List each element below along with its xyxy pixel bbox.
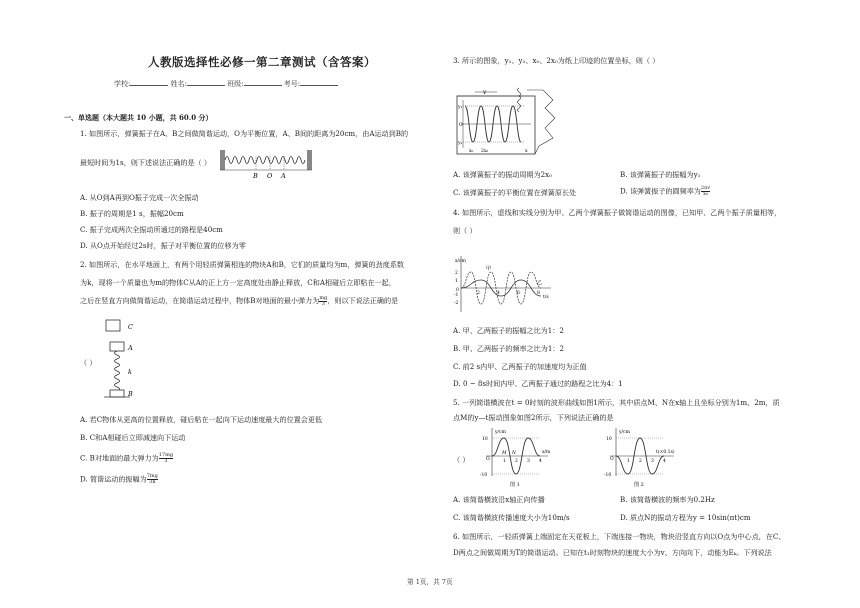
- q2-option-a[interactable]: A. 若C物体从更高的位置释放，碰后粘在一起向下运动速度最大的位置会更低: [80, 415, 323, 424]
- label-b: B: [128, 390, 133, 398]
- label-m: M: [502, 451, 507, 456]
- label-y1: y₁: [458, 105, 463, 110]
- tick-4: 4: [663, 459, 666, 464]
- caption-fig1: 图 1: [510, 482, 520, 488]
- label-y2: y₂: [458, 141, 463, 146]
- q4-option-c[interactable]: C. 前2 s内甲、乙两振子的加速度均为正值: [453, 362, 587, 371]
- page-footer: 第 1页，共 7页: [407, 578, 453, 586]
- spring-k: [115, 351, 120, 395]
- q3-option-c[interactable]: C. 该弹簧振子的平衡位置在弹簧原长处: [453, 188, 577, 197]
- label-jia: 甲: [486, 266, 492, 272]
- label-xcm: x/cm: [455, 259, 466, 264]
- label-n: N: [512, 451, 516, 456]
- q3-trace-figure: [453, 86, 561, 158]
- label-o: O: [610, 457, 614, 462]
- q2d-frac-den: 3k: [149, 479, 156, 485]
- label-neg10: -10: [480, 473, 488, 478]
- tick-4: 4: [539, 459, 542, 464]
- label-neg2: -2: [454, 301, 459, 306]
- q2-frac-num: mg: [319, 294, 328, 301]
- q4-line2: 则（ ）: [453, 226, 477, 235]
- student-info-line: [114, 79, 338, 89]
- label-1: 1: [455, 279, 458, 284]
- q3-option-d[interactable]: [620, 186, 710, 197]
- q5-paren: （ ）: [453, 455, 470, 464]
- q2c-fraction: [159, 453, 173, 464]
- q4-graph: [453, 254, 555, 314]
- label-yi: 乙: [537, 280, 543, 286]
- q1-option-c[interactable]: C. 振子完成两次全振动所通过的路程是40cm: [80, 225, 223, 234]
- q2-option-d[interactable]: [80, 474, 158, 485]
- label-t: t(×0.1s): [656, 450, 675, 455]
- wall: [307, 150, 312, 170]
- label-k: k: [128, 368, 132, 376]
- q2d-frac-num: 7mg: [146, 473, 158, 479]
- school-label: 学校:: [114, 80, 131, 88]
- q2c-frac-num: 17mg: [158, 452, 174, 458]
- tick-8: 8: [537, 291, 540, 296]
- q3d-frac-num: 2πv: [700, 185, 711, 191]
- class-blank[interactable]: [244, 79, 282, 86]
- q2d-fraction: [147, 474, 158, 485]
- label-ts: t/s: [543, 295, 549, 300]
- q5-option-a[interactable]: A. 该简谐横波沿x轴正向传播: [453, 495, 545, 504]
- school-blank[interactable]: [130, 79, 168, 86]
- q5-option-b[interactable]: B. 该简谐横波的频率为0.2Hz: [620, 495, 715, 504]
- label-2x0: 2x₀: [481, 149, 489, 154]
- q1-option-d[interactable]: D. 从O点开始经过2s时，振子对平衡位置的位移为零: [80, 241, 246, 250]
- q5-option-d[interactable]: D. 质点N的振动方程为y = 10sin(πt)cm: [620, 513, 751, 522]
- q1-spring-figure: [218, 148, 314, 180]
- q6-line1: 6. 如图所示，一轻质弹簧上端固定在天花板上，下端连接一物块，物块沿竖直方向以O点为中心点，在C、: [453, 532, 786, 541]
- name-blank[interactable]: [187, 79, 225, 86]
- q5-line2: 点M的y—t振动图象如图2所示，下列说法正确的是: [453, 413, 614, 422]
- block-a: [110, 342, 124, 351]
- q2c-frac-den: 3: [164, 458, 168, 464]
- label-2: 2: [455, 271, 458, 276]
- label-a: A: [128, 344, 133, 352]
- exam-no-label: 考号:: [283, 80, 301, 88]
- block-c: [106, 320, 120, 331]
- block-b: [110, 390, 124, 397]
- q4-option-d[interactable]: D. 0 ~ 8s时间内甲、乙两振子通过的路程之比为4：1: [453, 379, 623, 388]
- name-label: 姓名:: [170, 80, 187, 88]
- label-c: C: [128, 323, 133, 331]
- q3-option-d-text: D. 该弹簧振子的圆频率为: [620, 186, 701, 196]
- q1-option-a[interactable]: A. 从O到A再到O振子完成一次全振动: [80, 193, 199, 202]
- label-neg10: -10: [604, 473, 612, 478]
- q1-option-b[interactable]: B. 振子的周期是1 s，振幅20cm: [80, 209, 184, 218]
- q4-option-a[interactable]: A. 甲、乙两振子的振幅之比为1：2: [453, 326, 564, 335]
- q6-line2: D两点之间做周期为T的简谐运动。已知在t₁时刻物块的速度大小为v、方向向下，动能为Eₖ。下列说法: [453, 548, 772, 557]
- q2-line1: 2. 如图所示，在水平地面上，有两个用轻质弹簧相连的物块A和B，它们的质量均为m，弹簧的劲度系数: [80, 260, 405, 269]
- tick-1: 1: [627, 459, 630, 464]
- q2-option-c-text: C. B对地面的最大弹力为: [80, 453, 159, 463]
- tick-2: 2: [515, 459, 518, 464]
- label-o: O: [486, 457, 490, 462]
- page-title: 人教版选择性必修一第二章测试（含答案）: [148, 55, 376, 69]
- label-ycm: y/cm: [495, 430, 506, 435]
- tick-3: 3: [527, 459, 530, 464]
- exam-no-blank[interactable]: [300, 79, 338, 86]
- label-ycm: y/cm: [619, 430, 630, 435]
- tick-3: 3: [651, 459, 654, 464]
- label-10: 10: [606, 437, 612, 442]
- q3-line1: 3. 所示的图象，y₁、y₂、x₀、2x₀为纸上印迹的位置坐标，则（ ）: [453, 56, 660, 65]
- section-heading: 一、单选题（本大题共 10 小题，共 60.0 分）: [64, 113, 213, 122]
- caption-fig2: 图 2: [634, 482, 644, 488]
- tick-2: 2: [477, 291, 480, 296]
- q3-option-b[interactable]: B. 该弹簧振子的振幅为y₁: [620, 170, 701, 179]
- q2-spring-figure: [104, 316, 144, 400]
- label-neg1: -1: [454, 293, 459, 298]
- q5-line1: 5. 一列简谐横波在t = 0时刻的波形曲线如图1所示，其中质点M、N在x轴上且坐标分别为1m、2m，质: [453, 398, 780, 407]
- tick-6: 6: [517, 291, 520, 296]
- q3d-frac-den: x₀: [703, 191, 708, 197]
- q2-option-b[interactable]: B. C和A相碰后立即减速向下运动: [80, 433, 186, 442]
- class-label: 班级:: [227, 80, 244, 88]
- q2-line3-text: 之后在竖直方向做简谐运动，在简谐运动过程中，物体B对地面的最小弹力为: [80, 296, 320, 305]
- q2-line2: 为k，现将一个质量也为m的物体C从A的正上方一定高度处由静止释放，C和A相碰后立即粘在一起，: [80, 278, 396, 287]
- q2-option-d-text: D. 简谐运动的振幅为: [80, 474, 147, 484]
- q3-option-a[interactable]: A. 该弹簧振子的振动周期为2x₀: [453, 170, 553, 179]
- q2-line3: [80, 294, 398, 307]
- q4-option-b[interactable]: B. 甲、乙两振子的频率之比为1：2: [453, 344, 564, 353]
- q5-figure-1: [476, 426, 556, 488]
- q1-line2: 最短时间为1s，则下述说法正确的是（ ）: [80, 158, 212, 167]
- label-a: A: [281, 172, 286, 180]
- label-v: v: [483, 89, 487, 96]
- label-x0: x₀: [469, 149, 474, 154]
- q2-frac-den: 3: [321, 300, 325, 307]
- label-o: O: [267, 172, 273, 180]
- spring: [225, 157, 305, 164]
- q1-line1: 1. 如图所示，弹簧振子在A、B之间做简谐运动，O为平衡位置，A、B间的距离为20cm，由A运动到B的: [80, 129, 409, 138]
- q5-option-c[interactable]: C. 该简谐横波传播速度大小为10m/s: [453, 513, 570, 522]
- q4-line1: 4. 如图所示，虚线和实线分别为甲、乙两个弹簧振子做简谐运动的图像，已知甲、乙两个振子质量相等，: [453, 208, 782, 217]
- label-xm: x/m: [542, 450, 551, 455]
- q3d-fraction: [701, 186, 710, 197]
- label-x: x: [525, 149, 528, 154]
- label-0: 0: [456, 288, 459, 293]
- q5-figure-2: [600, 426, 682, 488]
- q2-line3-end: ，则以下说法正确的是: [327, 296, 399, 305]
- label-b: B: [253, 172, 258, 180]
- q2-paren: （ ）: [80, 358, 97, 367]
- q2-option-c[interactable]: [80, 453, 173, 464]
- tick-1: 1: [503, 459, 506, 464]
- wall: [220, 150, 225, 170]
- tick-4: 4: [497, 291, 500, 296]
- label-10: 10: [482, 437, 488, 442]
- label-o: O: [459, 123, 463, 128]
- tick-2: 2: [639, 459, 642, 464]
